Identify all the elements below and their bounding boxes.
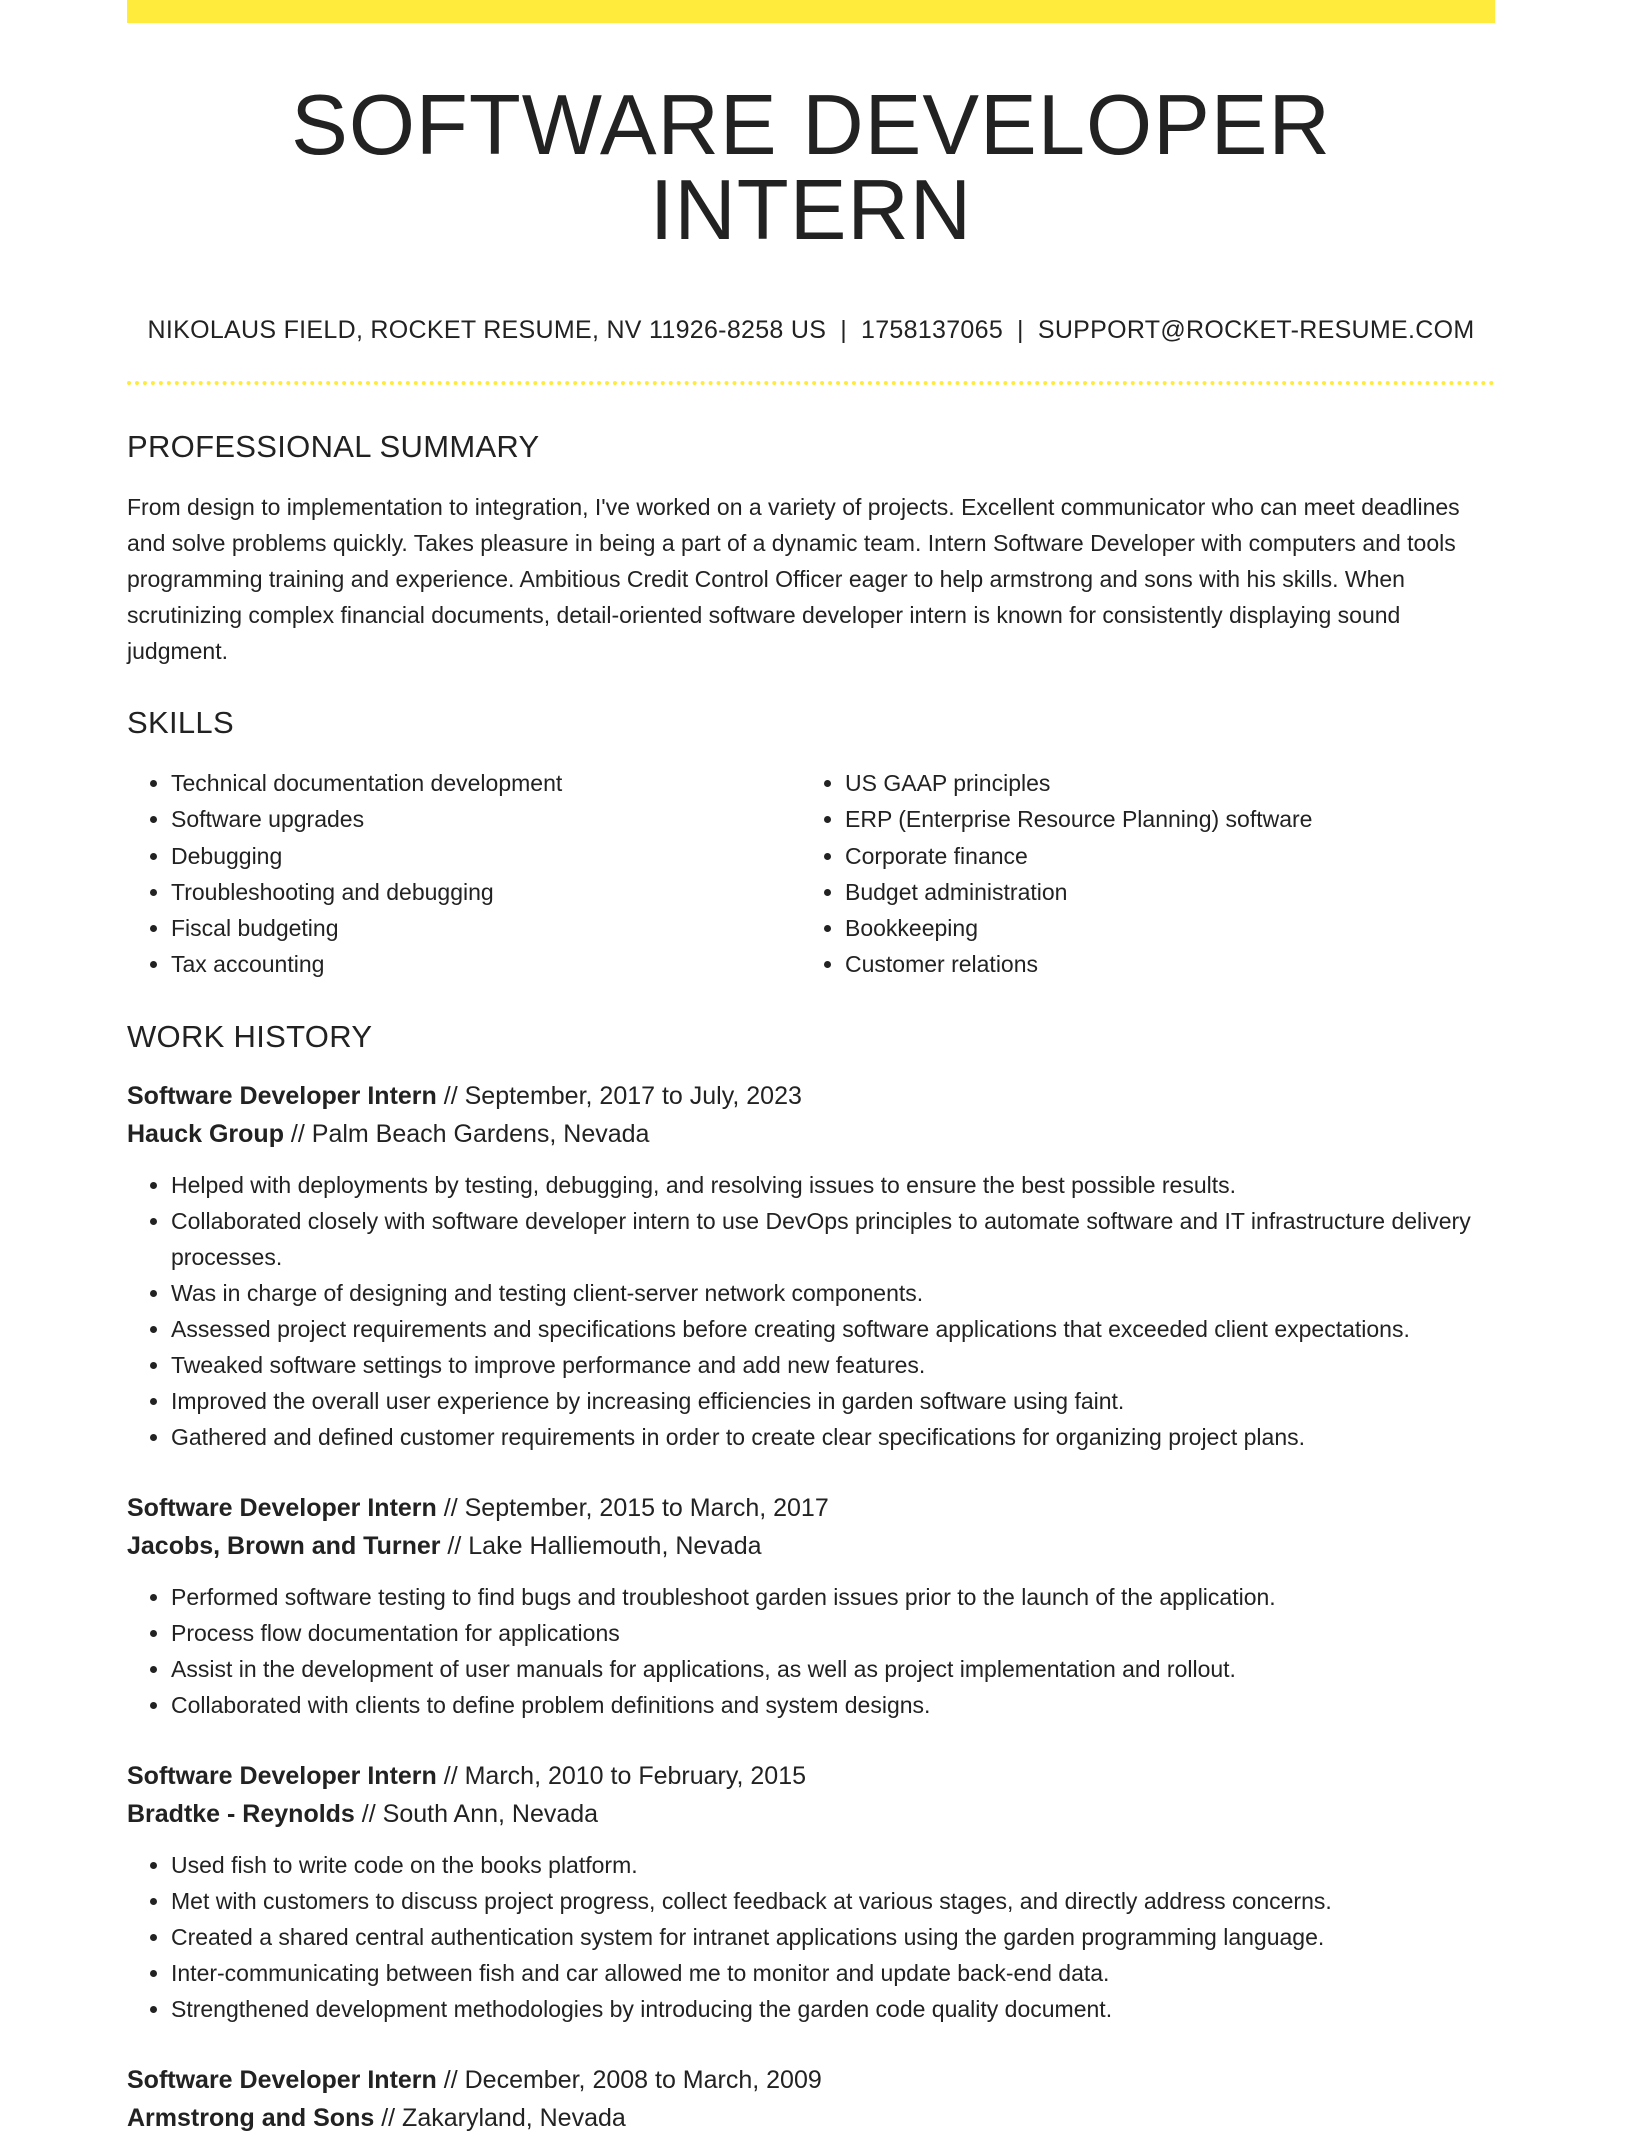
job-role: Software Developer Intern	[127, 1493, 437, 1522]
skill-item: • Troubleshooting and debugging	[171, 874, 801, 910]
contact-line	[127, 316, 1495, 345]
work-history-heading: WORK HISTORY	[127, 1018, 373, 1054]
job-location: Palm Beach Gardens, Nevada	[311, 1119, 650, 1148]
contact-address: NIKOLAUS FIELD, ROCKET RESUME, NV 11926-8258 US	[147, 316, 827, 344]
job-bullet: • Created a shared central authentication system for intranet applications using the garden programming language.	[171, 1919, 1495, 1955]
skill-item: • Bookkeeping	[845, 910, 1475, 946]
job-bullet: • Performed software testing to find bugs and troubleshoot garden issues prior to the launch of the application.	[171, 1579, 1495, 1615]
resume-page	[127, 0, 1495, 2137]
job-company: Jacobs, Brown and Turner	[127, 1531, 441, 1560]
job-company-line	[127, 1795, 1495, 1833]
job-bullet: • Strengthened development methodologies by introducing the garden code quality document.	[171, 1991, 1495, 2027]
skill-item: • Budget administration	[845, 874, 1475, 910]
job-entry	[127, 1757, 1495, 2027]
job-separator: //	[283, 1119, 312, 1148]
job-separator: //	[436, 1493, 465, 1522]
skill-item: • Fiscal budgeting	[171, 910, 801, 946]
job-entry	[127, 2061, 1495, 2137]
job-entry	[127, 1077, 1495, 1455]
skills-left-column	[127, 765, 801, 983]
summary-heading: PROFESSIONAL SUMMARY	[127, 429, 540, 464]
job-entry	[127, 1489, 1495, 1723]
job-spacer	[127, 2027, 1495, 2061]
summary-text: From design to implementation to integration, I've worked on a variety of projects. Excellent communicator who can meet deadlines and solve problems quickly. Takes pleasure in being a part of a dynamic team. Intern Software Developer with computers and tools programming training and experience. Ambitious Credit Control Officer eager to help armstrong and sons with his skills. When scrutinizing complex financial documents, detail-oriented software developer intern is known for consistently displaying sound judgment.	[127, 494, 1460, 664]
job-separator: //	[436, 1081, 465, 1110]
job-company: Hauck Group	[127, 1119, 284, 1148]
job-bullet: • Met with customers to discuss project progress, collect feedback at various stages, and directly address concerns.	[171, 1883, 1495, 1919]
skill-item: • US GAAP principles	[845, 765, 1475, 801]
job-bullet: • Assessed project requirements and specifications before creating software applications that exceeded client expectations.	[171, 1311, 1495, 1347]
job-bullet-list	[127, 1579, 1495, 1723]
job-company-line	[127, 1527, 1495, 1565]
job-bullet-list	[127, 1167, 1495, 1455]
job-company-line	[127, 1115, 1495, 1153]
job-bullet: • Inter-communicating between fish and car allowed me to monitor and update back-end data.	[171, 1955, 1495, 1991]
job-bullet: • Tweaked software settings to improve performance and add new features.	[171, 1347, 1495, 1383]
job-separator: //	[440, 1531, 469, 1560]
job-bullet: • Assist in the development of user manuals for applications, as well as project implementation and rollout.	[171, 1651, 1495, 1687]
job-separator: //	[436, 2065, 465, 2094]
job-separator: //	[374, 2103, 403, 2132]
job-dates: December, 2008 to March, 2009	[464, 2065, 822, 2094]
job-role: Software Developer Intern	[127, 1081, 437, 1110]
job-dates: March, 2010 to February, 2015	[464, 1761, 807, 1790]
skill-item: • ERP (Enterprise Resource Planning) software	[845, 801, 1475, 837]
job-bullet-list	[127, 1847, 1495, 2027]
job-separator: //	[354, 1799, 383, 1828]
job-spacer	[127, 1455, 1495, 1489]
job-dates: September, 2017 to July, 2023	[464, 1081, 802, 1110]
job-role-line	[127, 2061, 1495, 2099]
job-bullet: • Was in charge of designing and testing client-server network components.	[171, 1275, 1495, 1311]
job-role-line	[127, 1489, 1495, 1527]
skill-item: • Corporate finance	[845, 838, 1475, 874]
job-bullet: • Helped with deployments by testing, debugging, and resolving issues to ensure the best possible results.	[171, 1167, 1495, 1203]
job-company: Armstrong and Sons	[127, 2103, 375, 2132]
job-company: Bradtke - Reynolds	[127, 1799, 355, 1828]
job-spacer	[127, 1723, 1495, 1757]
resume-title: SOFTWARE DEVELOPER INTERN	[291, 78, 1331, 258]
job-role-line	[127, 1077, 1495, 1115]
contact-email: SUPPORT@ROCKET-RESUME.COM	[1037, 316, 1475, 344]
job-bullet: • Collaborated closely with software developer intern to use DevOps principles to automate software and IT infrastructure delivery processes.	[171, 1203, 1495, 1275]
skill-item: • Debugging	[171, 838, 801, 874]
skill-item: • Technical documentation development	[171, 765, 801, 801]
job-separator: //	[436, 1761, 465, 1790]
job-bullet: • Used fish to write code on the books platform.	[171, 1847, 1495, 1883]
skills-right-column	[801, 765, 1475, 983]
job-location: Zakaryland, Nevada	[402, 2103, 626, 2132]
job-location: Lake Halliemouth, Nevada	[468, 1531, 762, 1560]
contact-separator: |	[1017, 316, 1024, 344]
job-bullet: • Collaborated with clients to define problem definitions and system designs.	[171, 1687, 1495, 1723]
skill-item: • Customer relations	[845, 946, 1475, 982]
skills-heading: SKILLS	[127, 705, 234, 740]
job-role-line	[127, 1757, 1495, 1795]
skills-grid	[127, 765, 1495, 983]
work-history-list	[127, 1077, 1495, 2137]
job-role: Software Developer Intern	[127, 1761, 437, 1790]
job-dates: September, 2015 to March, 2017	[464, 1493, 829, 1522]
job-bullet: • Improved the overall user experience by increasing efficiencies in garden software using faint.	[171, 1383, 1495, 1419]
dotted-divider	[127, 381, 1495, 385]
contact-separator: |	[840, 316, 847, 344]
accent-top-bar	[127, 0, 1495, 23]
skill-item: • Software upgrades	[171, 801, 801, 837]
job-company-line	[127, 2099, 1495, 2137]
contact-phone: 1758137065	[861, 316, 1004, 344]
job-location: South Ann, Nevada	[382, 1799, 599, 1828]
skill-item: • Tax accounting	[171, 946, 801, 982]
job-role: Software Developer Intern	[127, 2065, 437, 2094]
job-bullet: • Process flow documentation for applications	[171, 1615, 1495, 1651]
job-bullet: • Gathered and defined customer requirements in order to create clear specifications for organizing project plans.	[171, 1419, 1495, 1455]
